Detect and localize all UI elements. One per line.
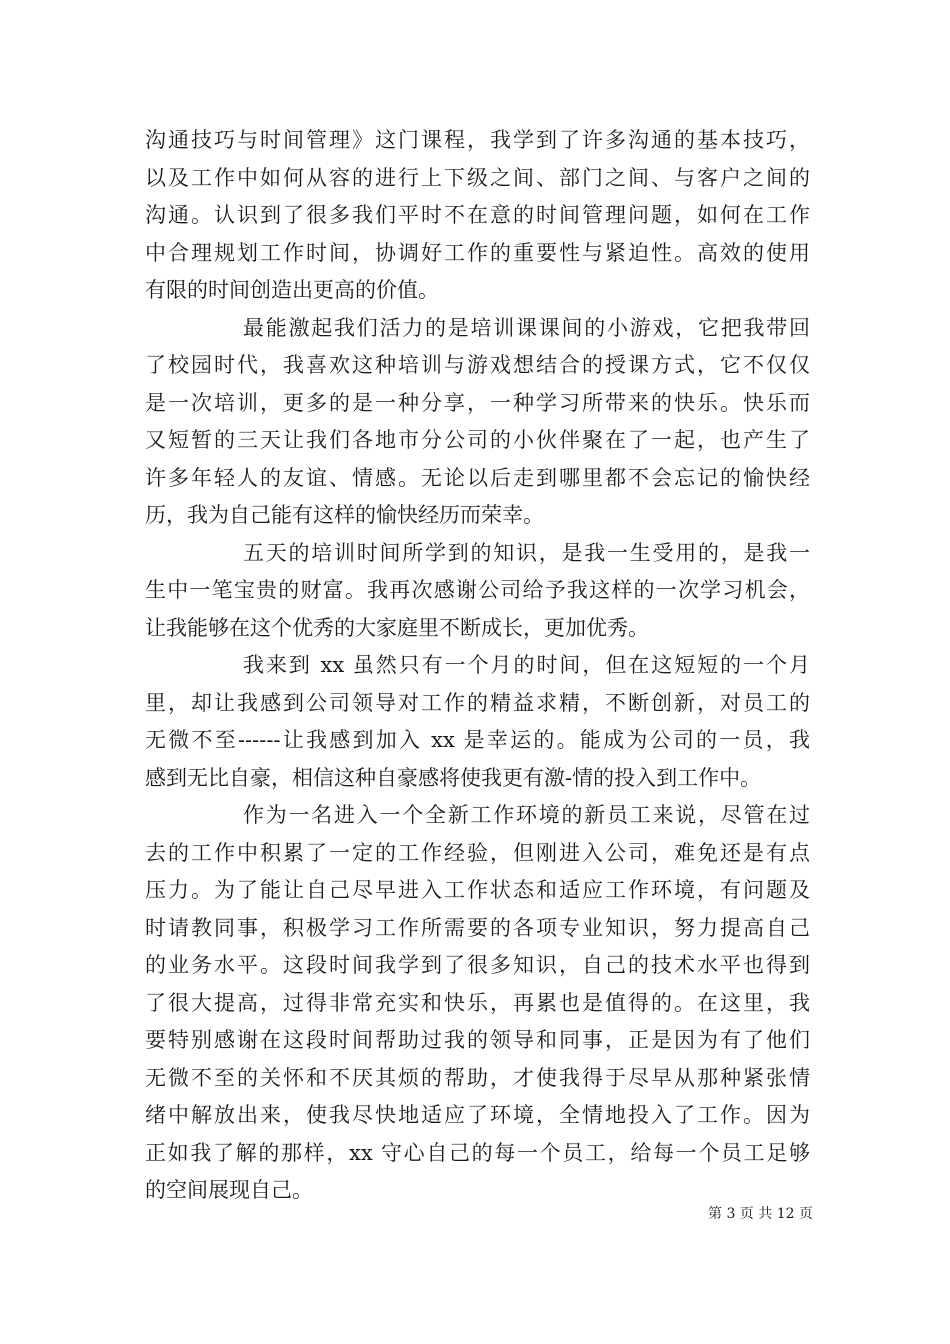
text-line: 要特别感谢在这段时间帮助过我的领导和同事，正是因为有了他们 (145, 1028, 810, 1052)
text-line: 沟通技巧与时间管理》这门课程，我学到了许多沟通的基本技巧， (145, 128, 810, 152)
text-line: 的业务水平。这段时间我学到了很多知识，自己的技术水平也得到 (145, 953, 810, 977)
text-line: 中合理规划工作时间，协调好工作的重要性与紧迫性。高效的使用 (145, 240, 810, 265)
text-line: 是一次培训，更多的是一种分享，一种学习所带来的快乐。快乐而 (145, 390, 810, 415)
page-number-footer: 第 3 页 共 12 页 (708, 1206, 813, 1222)
text-line: 有限的时间创造出更高的价值。 (145, 278, 439, 302)
paragraph-first-line: 我来到 xx 虽然只有一个月的时间，但在这短短的一个月 (243, 653, 810, 677)
text-line: 许多年轻人的友谊、情感。无论以后走到哪里都不会忘记的愉快经 (145, 465, 810, 490)
text-line: 绪中解放出来，使我尽快地适应了环境，全情地投入了工作。因为 (145, 1103, 810, 1127)
text-line: 以及工作中如何从容的进行上下级之间、部门之间、与客户之间的 (145, 165, 810, 190)
text-line: 去的工作中积累了一定的工作经验，但刚进入公司，难免还是有点 (145, 840, 810, 865)
text-line: 又短暂的三天让我们各地市分公司的小伙伴聚在了一起，也产生了 (145, 428, 810, 452)
text-line: 了很大提高，过得非常充实和快乐，再累也是值得的。在这里，我 (145, 990, 810, 1015)
text-line: 的空间展现自己。 (145, 1178, 313, 1202)
text-line: 感到无比自豪，相信这种自豪感将使我更有激-情的投入到工作中。 (145, 765, 762, 790)
text-line: 压力。为了能让自己尽早进入工作状态和适应工作环境，有问题及 (145, 878, 810, 902)
paragraph-first-line: 五天的培训时间所学到的知识，是我一生受用的，是我一 (243, 540, 810, 565)
text-line: 里，却让我感到公司领导对工作的精益求精，不断创新，对员工的 (145, 690, 810, 715)
body-text (145, 122, 810, 1210)
text-line: 无微不至的关怀和不厌其烦的帮助，才使我得于尽早从那种紧张情 (145, 1065, 810, 1090)
text-line: 无微不至------让我感到加入 xx 是幸运的。能成为公司的一员，我 (145, 728, 810, 752)
paragraph-first-line: 作为一名进入一个全新工作环境的新员工来说，尽管在过 (243, 803, 810, 827)
text-line: 正如我了解的那样，xx 守心自己的每一个员工，给每一个员工足够 (145, 1140, 810, 1165)
text-line: 让我能够在这个优秀的大家庭里不断成长，更加优秀。 (145, 615, 649, 640)
text-line: 生中一笔宝贵的财富。我再次感谢公司给予我这样的一次学习机会， (145, 578, 810, 602)
text-line: 时请教同事，积极学习工作所需要的各项专业知识，努力提高自己 (145, 915, 810, 940)
text-line: 历，我为自己能有这样的愉快经历而荣幸。 (145, 503, 544, 527)
text-line: 了校园时代，我喜欢这种培训与游戏想结合的授课方式，它不仅仅 (145, 353, 810, 377)
paragraph-first-line: 最能激起我们活力的是培训课课间的小游戏，它把我带回 (243, 315, 810, 340)
text-line: 沟通。认识到了很多我们平时不在意的时间管理问题，如何在工作 (145, 203, 810, 227)
